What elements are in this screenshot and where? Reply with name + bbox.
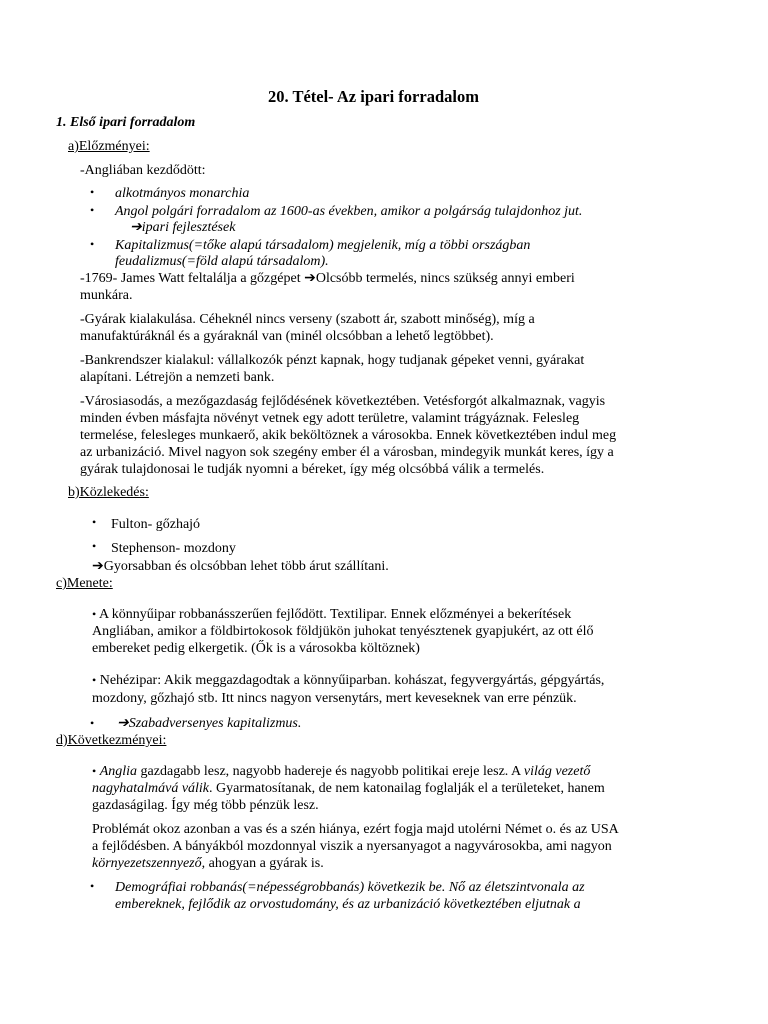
text-span: környezetszennyező bbox=[92, 856, 202, 871]
text-line: alapítani. Létrejön a nemzeti bank. bbox=[80, 370, 275, 385]
text-span: Gyorsabban és olcsóbban lehet több árut szállítani. bbox=[103, 559, 389, 574]
text-span: A könnyűipar robbanásszerűen fejlődött. Textilipar. Ennek előzményei a bekerítések bbox=[98, 607, 572, 622]
text-line bbox=[92, 855, 324, 872]
text-line bbox=[80, 270, 575, 287]
arrow-icon: ➔ bbox=[92, 559, 104, 574]
text-line: minden évben másfajta növényt vetnek egy adott területre, valamint trágyáznak. Felesleg bbox=[80, 411, 580, 426]
list-item: Fulton- gőzhajó bbox=[111, 517, 201, 532]
text-span: -1769- James Watt feltalálja a gőzgépet bbox=[80, 271, 305, 286]
bullet-icon: • bbox=[92, 673, 97, 687]
list-item: alkotmányos monarchia bbox=[115, 186, 250, 201]
text-line: gyárak tulajdonosai le tudják nyomni a béreket, így még olcsóbbá válik a termelés. bbox=[80, 462, 545, 477]
text-span: gazdagabb lesz, nagyobb hadereje és nagyobb politikai ereje lesz. A bbox=[137, 764, 524, 779]
list-item: Kapitalizmus(=tőke alapú társadalom) megjelenik, míg a többi országban bbox=[115, 238, 531, 253]
text-line: Problémát okoz azonban a vas és a szén hiánya, ezért fogja majd utolérni Német o. és az USA bbox=[92, 822, 619, 837]
text-line: gazdaságilag. Így még több pénzük lesz. bbox=[92, 798, 319, 813]
list-item-cont: embereknek, fejlődik az orvostudomány, és az urbanizáció következtében eljutnak a bbox=[115, 897, 581, 912]
list-item: Stephenson- mozdony bbox=[111, 541, 236, 556]
arrow-icon: ➔ bbox=[130, 220, 142, 235]
bullet-icon: • bbox=[90, 237, 95, 251]
bullet-icon: • bbox=[92, 515, 97, 529]
text-span: nagyhatalmává válik bbox=[92, 781, 210, 796]
list-item-cont bbox=[130, 219, 235, 236]
list-item bbox=[117, 715, 301, 732]
text-line: embereket pedig elkergetik. (Ők is a városokba költöznek) bbox=[92, 641, 420, 656]
text-line: Angliában, amikor a földbirtokosok földjükön juhokat tenyésztenek gyapjukért, az ott élő bbox=[92, 624, 594, 639]
text-span: , ahogyan a gyárak is. bbox=[201, 856, 324, 871]
list-item: Angol polgári forradalom az 1600-as években, amikor a polgárság tulajdonhoz jut. bbox=[115, 204, 583, 219]
text-line: -Angliában kezdődött: bbox=[80, 163, 206, 178]
text-span: Nehézipar: Akik meggazdagodtak a könnyűiparban. kohászat, fegyvergyártás, gépgyártás, bbox=[99, 673, 605, 688]
text-span: Szabadversenyes kapitalizmus. bbox=[128, 716, 302, 731]
subsection-heading-d: d)Következményei: bbox=[56, 733, 167, 748]
list-item-cont: feudalizmus(=föld alapú társadalom). bbox=[115, 254, 329, 269]
subsection-heading-a: a)Előzményei: bbox=[68, 139, 150, 154]
bullet-icon: • bbox=[90, 716, 95, 730]
text-line: az urbanizáció. Mivel nagyon sok szegény ember él a városban, mindegyik munkát keres, így a bbox=[80, 445, 614, 460]
text-line: mozdony, gőzhajó stb. Itt nincs nagyon versenytárs, mert keveseknek van erre pénzük. bbox=[92, 691, 577, 706]
text-span: Olcsóbb termelés, nincs szükség annyi emberi bbox=[315, 271, 575, 286]
bullet-icon: • bbox=[92, 764, 97, 778]
text-line: -Városiasodás, a mezőgazdaság fejlődésének következtében. Vetésforgót alkalmaznak, vagyis bbox=[80, 394, 606, 409]
text-line: -Bankrendszer kialakul: vállalkozók pénzt kapnak, hogy tudjanak gépeket venni, gyárakat bbox=[80, 353, 585, 368]
text-line bbox=[92, 780, 605, 797]
text-line: a fejlődésben. A bányákból mozdonnyal viszik a nyersanyagot a nagyvárosokba, ami nagyon bbox=[92, 839, 612, 854]
bullet-icon: • bbox=[92, 539, 97, 553]
text-line: -Gyárak kialakulása. Céheknél nincs verseny (szabott ár, szabott minőség), míg a bbox=[80, 312, 535, 327]
subsection-heading-c: c)Menete: bbox=[56, 576, 113, 591]
list-item: Demográfiai robbanás(=népességrobbanás) következik be. Nő az életszintvonala az bbox=[115, 880, 585, 895]
subsection-heading-b: b)Közlekedés: bbox=[68, 485, 149, 500]
text-line: munkára. bbox=[80, 288, 133, 303]
section-heading: 1. Első ipari forradalom bbox=[56, 115, 196, 130]
bullet-icon: • bbox=[90, 879, 95, 893]
bullet-icon: • bbox=[90, 185, 95, 199]
bullet-icon: • bbox=[90, 203, 95, 217]
text-span: Anglia bbox=[99, 764, 138, 779]
text-line bbox=[92, 763, 590, 780]
text-line bbox=[92, 606, 571, 623]
text-span: ipari fejlesztések bbox=[141, 220, 236, 235]
arrow-icon: ➔ bbox=[117, 716, 129, 731]
page-title: 20. Tétel- Az ipari forradalom bbox=[268, 87, 479, 106]
text-line bbox=[92, 558, 389, 575]
text-span: . Gyarmatosítanak, de nem katonailag foglalják el a területeket, hanem bbox=[209, 781, 605, 796]
bullet-icon: • bbox=[92, 607, 97, 621]
text-line: manufaktúráknál és a gyáraknál van (minél olcsóbban a lehető legtöbbet). bbox=[80, 329, 494, 344]
text-span: világ vezető bbox=[523, 764, 591, 779]
text-line bbox=[92, 672, 604, 689]
arrow-icon: ➔ bbox=[304, 271, 316, 286]
text-line: termelése, felesleges munkaerő, akik beköltöznek a városokba. Ennek következtében indul meg bbox=[80, 428, 617, 443]
